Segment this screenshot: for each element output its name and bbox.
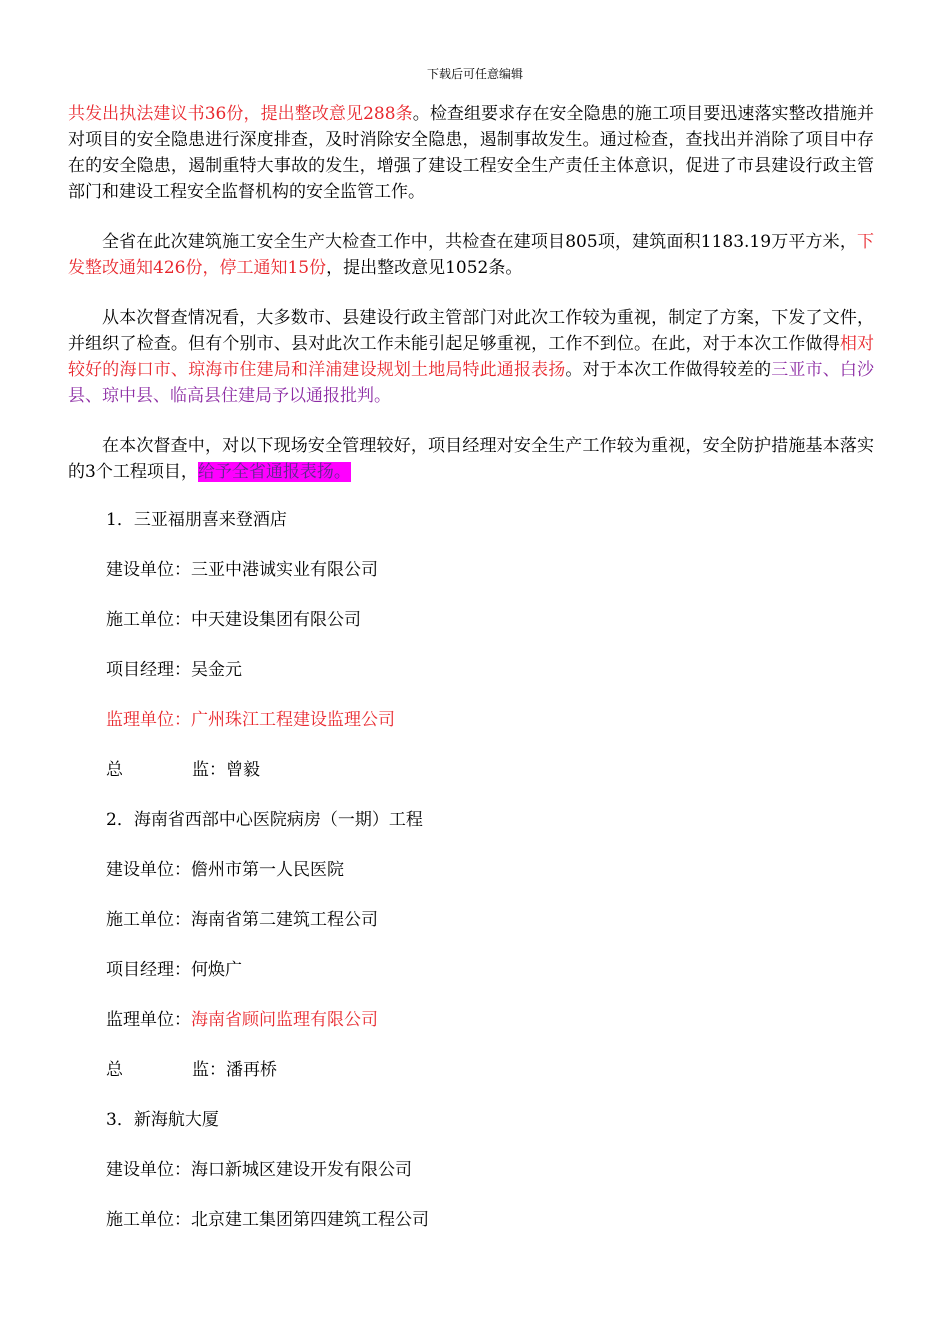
supervisor-line	[68, 1007, 874, 1033]
paragraph-commendation	[68, 433, 874, 485]
paragraph-text: 在本次督查中，对以下现场安全管理较好，项目经理对安全生产工作较为重视，安全防护措施基本落实的3个工程项目，	[68, 436, 874, 482]
chief-supervisor-line	[68, 757, 874, 783]
red-highlight-text: 共发出执法建议书36份，提出整改意见288条	[68, 104, 413, 124]
paragraph-province-summary	[68, 229, 874, 281]
chief-label-a: 总	[106, 1060, 123, 1080]
purple-highlight-text: 三亚市、白沙县、琼中县、临高县住建局予以通报批判。	[68, 360, 875, 406]
project-title: 2．海南省西部中心医院病房（一期）工程	[106, 810, 423, 830]
chief-value: 曾毅	[226, 760, 260, 780]
builder-label: 建设单位：	[106, 560, 191, 580]
chief-label-b: 监：	[192, 760, 226, 780]
supervisor-label: 监理单位：	[106, 1010, 191, 1030]
paragraph-text: 从本次督查情况看，大多数市、县建设行政主管部门对此次工作较为重视，制定了方案，下发了文件，并组织了检查。但有个别市、县对此次工作未能引起足够重视，工作不到位。在此，对于本次工作做得	[68, 308, 874, 354]
paragraph-text: 全省在此次建筑施工安全生产大检查工作中，共检查在建项目805项，建筑面积1183.19万平方米，	[102, 232, 857, 252]
builder-line	[68, 557, 874, 583]
supervisor-line	[68, 707, 874, 733]
project-title: 3．新海航大厦	[106, 1110, 219, 1130]
paragraph-text: 。对于本次工作做得较差的	[565, 360, 772, 380]
contractor-label: 施工单位：	[106, 910, 191, 930]
paragraph-inspection-results	[68, 101, 874, 205]
manager-value: 吴金元	[191, 660, 242, 680]
supervisor-value: 广州珠江工程建设监理公司	[191, 710, 395, 730]
contractor-line	[68, 607, 874, 633]
supervisor-value: 海南省顾问监理有限公司	[191, 1010, 378, 1030]
contractor-line	[68, 907, 874, 933]
contractor-value: 北京建工集团第四建筑工程公司	[191, 1210, 429, 1230]
manager-line	[68, 957, 874, 983]
red-highlight-text: 下发整改通知426份，停工通知15份	[68, 232, 874, 278]
chief-supervisor-line	[68, 1057, 874, 1083]
paragraph-text: 。检查组要求存在安全隐患的施工项目要迅速落实整改措施并对项目的安全隐患进行深度排查，及时消除安全隐患，遏制事故发生。通过检查，查找出并消除了项目中存在的安全隐患，遏制重特大事故的发生，增强了建设工程安全生产责任主体意识，促进了市县建设行政主管部门和建设工程安全监督机构的安全监管工作。	[68, 104, 874, 202]
builder-label: 建设单位：	[106, 860, 191, 880]
contractor-label: 施工单位：	[106, 1210, 191, 1230]
manager-label: 项目经理：	[106, 960, 191, 980]
chief-label-b: 监：	[192, 1060, 226, 1080]
chief-label-a: 总	[106, 760, 123, 780]
supervisor-label: 监理单位：	[106, 710, 191, 730]
builder-value: 三亚中港诚实业有限公司	[191, 560, 378, 580]
contractor-line	[68, 1207, 874, 1233]
builder-line	[68, 857, 874, 883]
magenta-highlight-text: 给予全省通报表扬。	[197, 462, 351, 482]
builder-line	[68, 1157, 874, 1183]
builder-label: 建设单位：	[106, 1160, 191, 1180]
builder-value: 海口新城区建设开发有限公司	[191, 1160, 412, 1180]
manager-value: 何焕广	[191, 960, 242, 980]
contractor-value: 中天建设集团有限公司	[191, 610, 361, 630]
contractor-label: 施工单位：	[106, 610, 191, 630]
manager-label: 项目经理：	[106, 660, 191, 680]
project-title: 1．三亚福朋喜来登酒店	[106, 510, 287, 530]
header-note: 下载后可任意编辑	[426, 67, 523, 81]
document-body	[68, 101, 874, 1233]
contractor-value: 海南省第二建筑工程公司	[191, 910, 378, 930]
paragraph-text: ，提出整改意见1052条。	[326, 258, 523, 278]
paragraph-supervision-review	[68, 305, 874, 409]
manager-line	[68, 657, 874, 683]
red-highlight-text: 相对较好的海口市、琼海市住建局和洋浦建设规划土地局特此通报表扬	[68, 334, 875, 380]
chief-value: 潘再桥	[226, 1060, 277, 1080]
builder-value: 儋州市第一人民医院	[191, 860, 344, 880]
